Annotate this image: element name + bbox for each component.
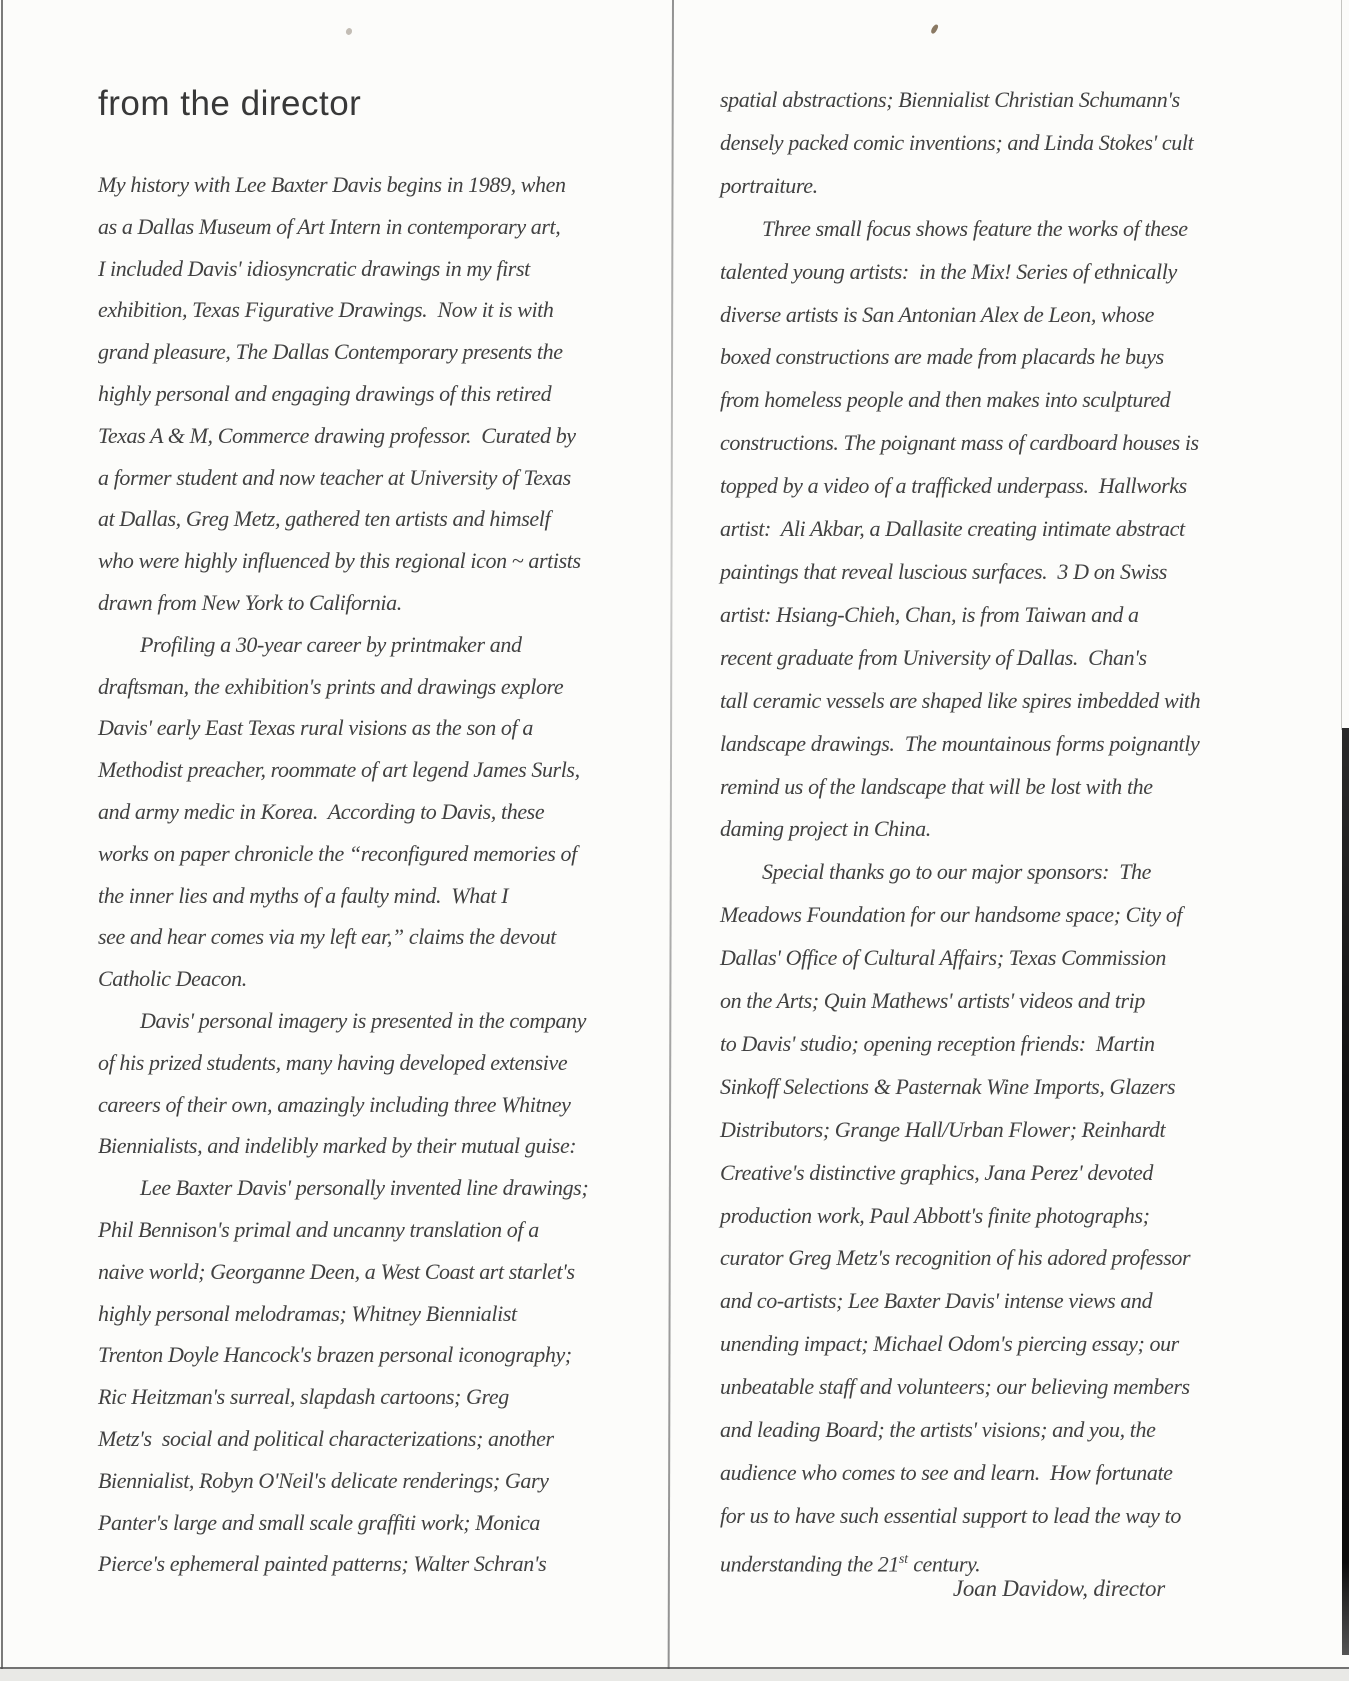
text-line: and army medic in Korea. According to Davis, these xyxy=(98,798,545,824)
text-line: production work, Paul Abbott's finite photographs; xyxy=(720,1202,1150,1228)
text-line: audience who comes to see and learn. How fortunate xyxy=(720,1460,1173,1485)
text-line: paintings that reveal luscious surfaces. 3 D on Swiss xyxy=(720,558,1167,584)
text-line: Trenton Doyle Hancock's brazen personal iconography; xyxy=(98,1342,572,1368)
text-line: understanding the 21st century. xyxy=(720,1550,981,1577)
text-line: at Dallas, Greg Metz, gathered ten artists and himself xyxy=(98,506,551,532)
text-line: Special thanks go to our major sponsors: The xyxy=(762,859,1152,885)
text-line: artist: Hsiang-Chieh, Chan, is from Taiwan and a xyxy=(720,601,1139,627)
scan-speck xyxy=(930,23,939,34)
text-line: unbeatable staff and volunteers; our believing members xyxy=(720,1374,1190,1400)
text-line: Creative's distinctive graphics, Jana Perez' devoted xyxy=(720,1159,1153,1185)
text-line: curator Greg Metz's recognition of his adored professor xyxy=(720,1245,1191,1271)
text-line: Profiling a 30-year career by printmaker and xyxy=(140,631,522,657)
text-line: Texas A & M, Commerce drawing professor. Curated by xyxy=(98,422,576,448)
bottom-scan-strip xyxy=(0,1669,1349,1681)
text-line: Ric Heitzman's surreal, slapdash cartoons; Greg xyxy=(98,1384,509,1410)
text-line: drawn from New York to California. xyxy=(98,589,402,615)
center-fold-line xyxy=(668,0,674,1681)
text-line: Phil Bennison's primal and uncanny translation of a xyxy=(98,1216,539,1242)
text-line: Catholic Deacon. xyxy=(98,966,247,992)
text-line: densely packed comic inventions; and Linda Stokes' cult xyxy=(720,129,1194,155)
right-page-edge-shadow xyxy=(1342,728,1349,1655)
text-line: boxed constructions are made from placards he buys xyxy=(720,344,1164,370)
text-line: works on paper chronicle the “reconfigured memories of xyxy=(98,840,577,866)
text-line: Metz's social and political characterizations; another xyxy=(98,1425,554,1451)
text-line: recent graduate from University of Dallas. Chan's xyxy=(720,644,1147,670)
text-line: Distributors; Grange Hall/Urban Flower; Reinhardt xyxy=(720,1116,1166,1142)
page-title: from the director xyxy=(98,84,362,123)
left-text-column xyxy=(98,164,588,1585)
text-line: draftsman, the exhibition's prints and drawings explore xyxy=(98,673,564,699)
text-line: who were highly influenced by this regional icon ~ artists xyxy=(98,548,581,574)
text-line: talented young artists: in the Mix! Series of ethnically xyxy=(720,258,1177,284)
text-line: remind us of the landscape that will be lost with the xyxy=(720,773,1153,799)
text-line: daming project in China. xyxy=(720,816,931,842)
text-line: landscape drawings. The mountainous forms poignantly xyxy=(720,730,1200,756)
text-line: and co-artists; Lee Baxter Davis' intense views and xyxy=(720,1288,1153,1314)
text-line: the inner lies and myths of a faulty mind. What I xyxy=(98,882,509,908)
text-line: Methodist preacher, roommate of art legend James Surls, xyxy=(98,757,580,783)
text-line: portraiture. xyxy=(720,172,818,198)
text-line: for us to have such essential support to lead the way to xyxy=(720,1502,1181,1528)
text-line: topped by a video of a trafficked underpass. Hallworks xyxy=(720,473,1187,499)
text-line: from homeless people and then makes into sculptured xyxy=(720,387,1171,413)
text-line: highly personal melodramas; Whitney Biennialist xyxy=(98,1300,517,1326)
text-line: and leading Board; the artists' visions; and you, the xyxy=(720,1417,1156,1443)
text-line: on the Arts; Quin Mathews' artists' videos and trip xyxy=(720,988,1145,1014)
left-page-edge-line xyxy=(1,0,3,1681)
text-line: a former student and now teacher at University of Texas xyxy=(98,464,571,490)
text-line: Davis' personal imagery is presented in the company xyxy=(140,1007,587,1033)
text-line: as a Dallas Museum of Art Intern in contemporary art, xyxy=(98,213,561,239)
text-line: Meadows Foundation for our handsome space; City of xyxy=(720,902,1183,928)
text-line: Panter's large and small scale graffiti work; Monica xyxy=(98,1509,540,1535)
text-line: unending impact; Michael Odom's piercing essay; our xyxy=(720,1331,1179,1357)
text-line: Three small focus shows feature the works of these xyxy=(762,215,1188,241)
text-line: Dallas' Office of Cultural Affairs; Texas Commission xyxy=(720,945,1166,971)
text-line: spatial abstractions; Biennialist Christian Schumann's xyxy=(720,87,1180,112)
text-line: to Davis' studio; opening reception friends: Martin xyxy=(720,1030,1155,1056)
text-line: My history with Lee Baxter Davis begins in 1989, when xyxy=(98,172,566,197)
bottom-page-edge-line xyxy=(0,1667,1349,1669)
scan-speck xyxy=(345,27,353,36)
right-page-edge-line xyxy=(1341,0,1342,730)
text-line: careers of their own, amazingly including three Whitney xyxy=(98,1091,571,1117)
text-line: Lee Baxter Davis' personally invented line drawings; xyxy=(140,1175,589,1201)
text-line: I included Davis' idiosyncratic drawings in my first xyxy=(98,255,530,281)
text-line: tall ceramic vessels are shaped like spires imbedded with xyxy=(720,687,1201,713)
text-line: constructions. The poignant mass of cardboard houses is xyxy=(720,430,1199,456)
director-signature: Joan Davidow, director xyxy=(952,1576,1165,1601)
text-line: Biennialists, and indelibly marked by their mutual guise: xyxy=(98,1133,577,1159)
text-line: of his prized students, many having developed extensive xyxy=(98,1049,568,1075)
text-line: diverse artists is San Antonian Alex de Leon, whose xyxy=(720,301,1155,327)
text-line: see and hear comes via my left ear,” claims the devout xyxy=(98,924,557,950)
text-line: Sinkoff Selections & Pasternak Wine Imports, Glazers xyxy=(720,1073,1176,1099)
text-line: Davis' early East Texas rural visions as the son of a xyxy=(98,715,533,741)
text-line: exhibition, Texas Figurative Drawings. Now it is with xyxy=(98,297,554,323)
text-line: Pierce's ephemeral painted patterns; Walter Schran's xyxy=(98,1551,547,1577)
text-line: grand pleasure, The Dallas Contemporary presents the xyxy=(98,339,563,365)
text-line: Biennialist, Robyn O'Neil's delicate renderings; Gary xyxy=(98,1467,549,1493)
text-line: artist: Ali Akbar, a Dallasite creating intimate abstract xyxy=(720,516,1185,542)
text-line: highly personal and engaging drawings of this retired xyxy=(98,380,552,406)
text-line: naive world; Georganne Deen, a West Coast art starlet's xyxy=(98,1258,575,1284)
right-text-column xyxy=(720,79,1200,1586)
